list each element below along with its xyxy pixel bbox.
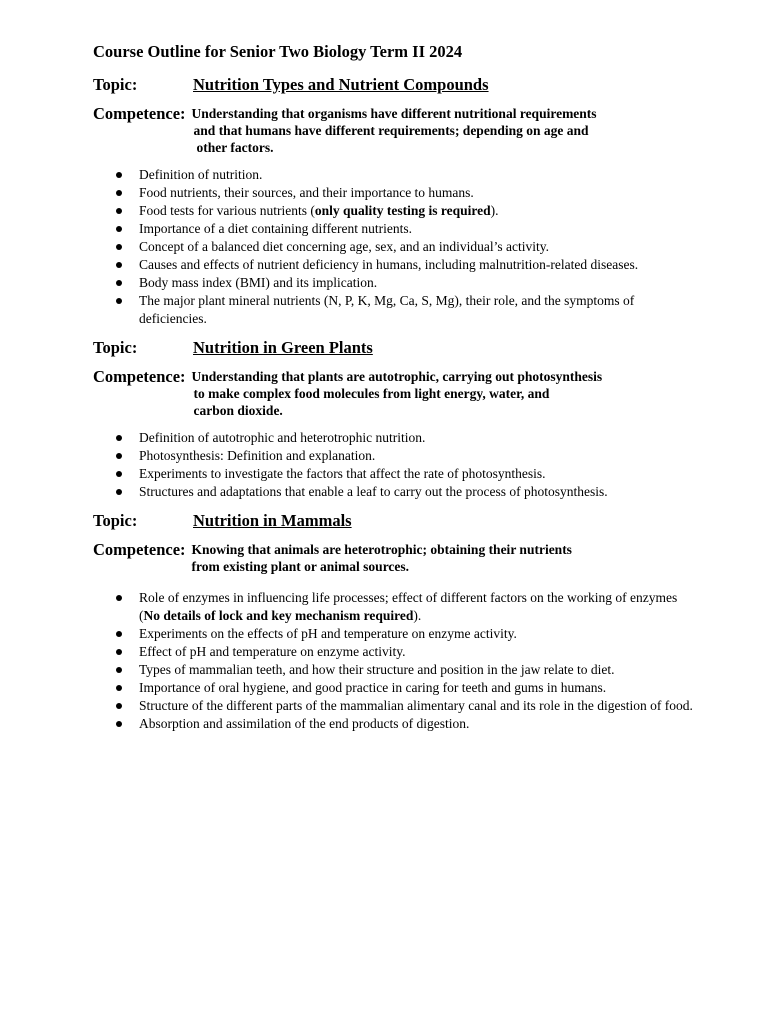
- competence-block: [93, 104, 693, 156]
- bullet-list: [93, 166, 693, 328]
- competence-text: [192, 541, 572, 575]
- list-item-text: Absorption and assimilation of the end products of digestion.: [139, 716, 470, 731]
- list-item: [93, 429, 693, 447]
- list-item-text: Effect of pH and temperature on enzyme activity.: [139, 644, 406, 659]
- list-item: [93, 697, 693, 715]
- list-item: [93, 643, 693, 661]
- list-item-emphasis: only quality testing is required: [314, 203, 491, 218]
- topic-name: Nutrition in Green Plants: [193, 338, 373, 357]
- list-item: [93, 661, 693, 679]
- bullet-list: [93, 589, 693, 733]
- list-item: [93, 202, 693, 220]
- topic-label: Topic:: [93, 75, 138, 94]
- list-item-text: Food tests for various nutrients (: [139, 203, 315, 218]
- list-item-text: Importance of a diet containing different nutrients.: [139, 221, 413, 236]
- topic-section: [93, 74, 693, 328]
- competence-block: [93, 367, 693, 419]
- competence-line: Knowing that animals are heterotrophic; obtaining their nutrients: [191, 542, 572, 557]
- list-item-text: Structures and adaptations that enable a leaf to carry out the process of photosynthesis.: [139, 484, 608, 499]
- competence-text: [192, 105, 597, 156]
- list-item-text: Role of enzymes in influencing life processes; effect of different factors on the working of enzymes (: [139, 590, 678, 623]
- competence-line: from existing plant or animal sources.: [191, 559, 410, 574]
- competence-label: Competence:: [93, 540, 186, 559]
- list-item: [93, 256, 693, 274]
- list-item-emphasis: No details of lock and key mechanism required: [143, 608, 414, 623]
- topic-section: [93, 337, 693, 501]
- competence-line: to make complex food molecules from light energy, water, and: [193, 386, 550, 401]
- list-item-text: The major plant mineral nutrients (N, P, K, Mg, Ca, S, Mg), their role, and the symptoms of deficiencies.: [139, 293, 635, 326]
- topic-heading: [93, 337, 693, 359]
- document-title: Course Outline for Senior Two Biology Term II 2024: [93, 42, 463, 61]
- list-item: [93, 274, 693, 292]
- list-item-text: Structure of the different parts of the mammalian alimentary canal and its role in the digestion of food.: [139, 698, 693, 713]
- sections-container: [93, 74, 693, 733]
- list-item-text: Concept of a balanced diet concerning age, sex, and an individual’s activity.: [139, 239, 549, 254]
- list-item-text: Definition of nutrition.: [139, 167, 263, 182]
- competence-label: Competence:: [93, 104, 186, 123]
- list-item-text: Causes and effects of nutrient deficiency in humans, including malnutrition-related diseases.: [139, 257, 639, 272]
- list-item-text: Experiments to investigate the factors that affect the rate of photosynthesis.: [139, 466, 546, 481]
- topic-heading: [93, 74, 693, 96]
- competence-label: Competence:: [93, 367, 186, 386]
- competence-line: Understanding that plants are autotrophic, carrying out photosynthesis: [191, 369, 603, 384]
- list-item: [93, 292, 693, 328]
- document-page: [93, 40, 693, 733]
- bullet-list: [93, 429, 693, 501]
- topic-name: Nutrition Types and Nutrient Compounds: [193, 75, 489, 94]
- list-item: [93, 625, 693, 643]
- list-item: [93, 220, 693, 238]
- competence-text: [192, 368, 603, 419]
- list-item: [93, 184, 693, 202]
- topic-name: Nutrition in Mammals: [193, 511, 352, 530]
- competence-line: other factors.: [196, 140, 274, 155]
- list-item-text: Body mass index (BMI) and its implication.: [139, 275, 378, 290]
- list-item: [93, 465, 693, 483]
- topic-label: Topic:: [93, 338, 138, 357]
- list-item-text: Types of mammalian teeth, and how their structure and position in the jaw relate to diet.: [139, 662, 615, 677]
- list-item-text: Photosynthesis: Definition and explanation.: [139, 448, 376, 463]
- list-item: [93, 447, 693, 465]
- list-item: [93, 589, 693, 625]
- list-item-text: ).: [413, 608, 422, 623]
- competence-line: carbon dioxide.: [193, 403, 283, 418]
- list-item-text: Experiments on the effects of pH and temperature on enzyme activity.: [139, 626, 517, 641]
- list-item-text: Definition of autotrophic and heterotrophic nutrition.: [139, 430, 426, 445]
- topic-label: Topic:: [93, 511, 138, 530]
- list-item: [93, 679, 693, 697]
- competence-block: [93, 540, 693, 575]
- list-item-text: ).: [490, 203, 499, 218]
- topic-section: [93, 510, 693, 733]
- list-item: [93, 166, 693, 184]
- list-item: [93, 238, 693, 256]
- list-item: [93, 483, 693, 501]
- topic-heading: [93, 510, 693, 532]
- competence-line: Understanding that organisms have different nutritional requirements: [191, 106, 597, 121]
- list-item-text: Food nutrients, their sources, and their importance to humans.: [139, 185, 474, 200]
- list-item-text: Importance of oral hygiene, and good practice in caring for teeth and gums in humans.: [139, 680, 607, 695]
- competence-line: and that humans have different requirements; depending on age and: [193, 123, 589, 138]
- list-item: [93, 715, 693, 733]
